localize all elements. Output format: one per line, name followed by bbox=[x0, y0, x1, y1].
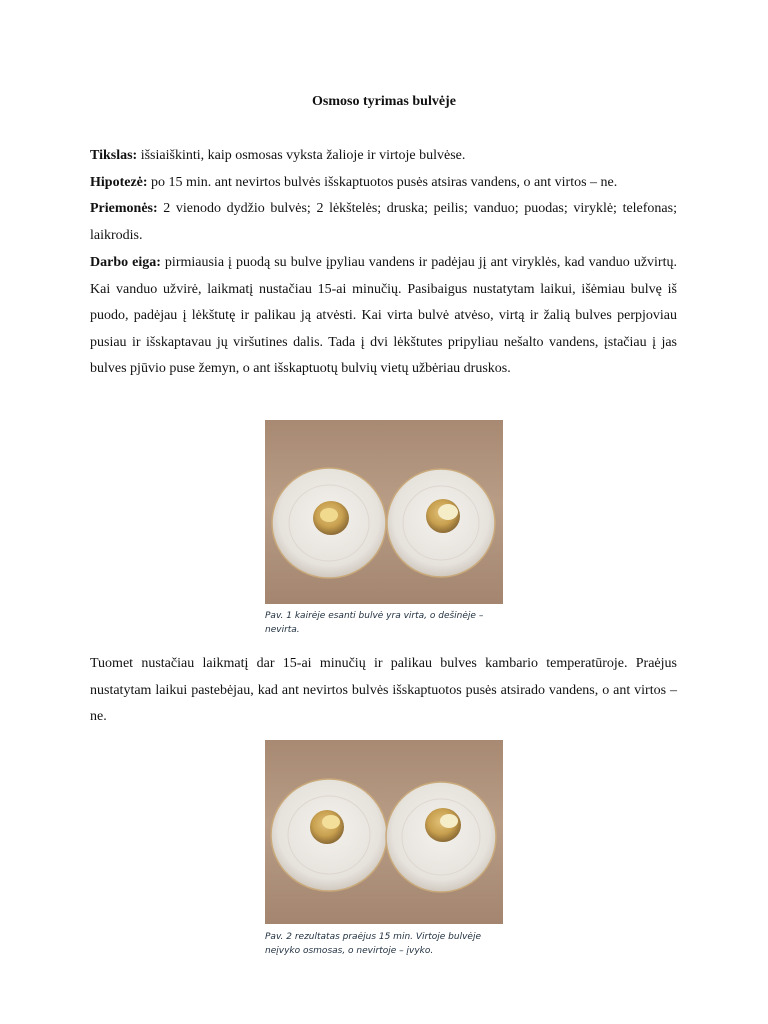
label-priemones: Priemonės: bbox=[90, 201, 158, 216]
figure-2-photo bbox=[265, 740, 503, 924]
figure-1-photo bbox=[265, 420, 503, 604]
text-darbo-eiga: pirmiausia į puodą su bulve įpyliau vandens ir padėjau jį ant viryklės, kad vanduo užvirtų. Kai vanduo užvirė, laikmatį nustačiau 15-ai minučių. Pasibaigus nustatytam laikui, išėmiau bulvę iš puodo, padėjau į lėkštutę ir palikau ją atvėsti. Kai virta bulvė atvėso, virtą ir žalią bulves perpjoviau pusiau ir išskaptavau jų viršutines dalis. Tada į dvi lėkštutes pripyliau nešalto vandens, įstačiau į jas bulves pjūvio puse žemyn, o ant išskaptuotų bulvių vietų užbėriau druskos. bbox=[90, 255, 677, 376]
text-priemones: 2 vienodo dydžio bulvės; 2 lėkštelės; druska; peilis; vanduo; puodas; viryklė; telefonas; laikrodis. bbox=[90, 201, 677, 243]
paragraph-darbo-eiga bbox=[90, 250, 677, 383]
figure-2-caption: Pav. 2 rezultatas praėjus 15 min. Virtoje bulvėje neįvyko osmosas, o nevirtoje – įvyko. bbox=[265, 932, 481, 956]
paragraph-hipoteze bbox=[90, 170, 677, 197]
text-tuomet: Tuomet nustačiau laikmatį dar 15-ai minučių ir palikau bulves kambario temperatūroje. Praėjus nustatytam laikui pastebėjau, kad ant nevirtos bulvės išskaptuotos pusės atsirado vandens, o ant virtos – ne. bbox=[90, 656, 677, 724]
label-tikslas: Tikslas: bbox=[90, 148, 138, 163]
text-tikslas: išsiaiškinti, kaip osmosas vyksta žalioje ir virtoje bulvėse. bbox=[137, 148, 466, 163]
paragraph-priemones bbox=[90, 196, 677, 249]
document-title: Osmoso tyrimas bulvėje bbox=[312, 94, 456, 109]
label-darbo-eiga: Darbo eiga: bbox=[90, 255, 161, 270]
paragraph-tikslas bbox=[90, 143, 677, 170]
label-hipoteze: Hipotezė: bbox=[90, 175, 148, 190]
paragraph-tuomet bbox=[90, 651, 677, 731]
text-hipoteze: po 15 min. ant nevirtos bulvės išskaptuotos pusės atsiras vandens, o ant virtos – ne. bbox=[147, 175, 618, 190]
figure-1-caption: Pav. 1 kairėje esanti bulvė yra virta, o dešinėje – nevirta. bbox=[265, 611, 484, 635]
